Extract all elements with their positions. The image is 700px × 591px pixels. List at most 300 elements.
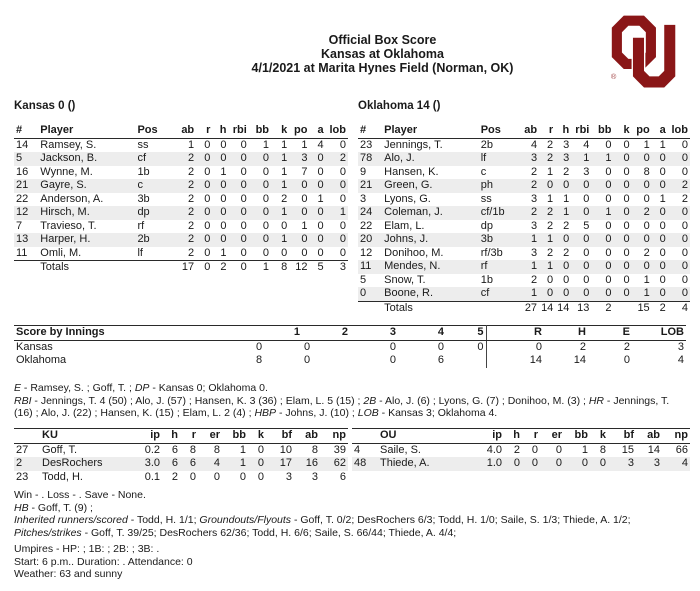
batting-cell: Omli, M. [40, 246, 82, 259]
batting-cell: 0 [659, 152, 666, 164]
batting-cell: 0 [643, 179, 650, 191]
innings-team-row [14, 354, 686, 368]
batting-cell: 0 [317, 206, 324, 218]
batting-total-cell: 2 [591, 301, 613, 315]
batting-cell: 0 [339, 192, 346, 205]
batting-cell: 5 [583, 219, 590, 232]
batting-cell: 0 [623, 273, 630, 286]
oklahoma-batting-table [358, 124, 690, 315]
batting-total-cell: 1 [249, 261, 271, 275]
batting-cell: 0 [563, 260, 570, 272]
inning-score: 0 [304, 354, 311, 366]
batting-cell: 0 [583, 287, 590, 299]
batting-cell: Ramsey, S. [40, 138, 97, 151]
pitching-cell: 62 [333, 457, 346, 469]
pitching-col-header: h [162, 429, 180, 444]
batting-totals-row [14, 261, 348, 275]
batting-col-header: lob [326, 124, 348, 138]
batting-cell: 0 [623, 179, 630, 191]
batting-cell: 1 [530, 233, 538, 245]
batting-cell: 2 [563, 219, 570, 232]
batting-cell: Hansen, K. [384, 165, 439, 178]
pitching-cell: DesRochers [42, 457, 103, 469]
stat-text: Win - . Loss - . Save - None. [14, 489, 146, 501]
batting-cell: 3b [480, 233, 493, 245]
pitching-cell: 0 [599, 457, 606, 469]
batting-cell: 21 [360, 179, 373, 191]
innings-team-row [14, 340, 686, 354]
batting-total-cell: 5 [309, 261, 325, 275]
summary-value: 2 [623, 340, 630, 353]
start-line: Start: 6 p.m.. Duration: . Attendance: 0 [14, 555, 193, 568]
batting-cell: Lyons, G. [384, 192, 431, 205]
batting-total-cell: 17 [174, 261, 196, 275]
batting-cell: 0 [623, 233, 630, 245]
batting-row [358, 287, 690, 301]
batting-cell: 1 [659, 138, 666, 151]
batting-row [358, 179, 690, 193]
batting-cell: 0 [204, 138, 211, 151]
batting-cell: 2 [188, 233, 195, 245]
inning-score: 0 [304, 340, 311, 353]
batting-col-header: r [196, 124, 212, 138]
batting-cell: 0 [583, 206, 590, 218]
batting-cell: 0 [220, 206, 227, 218]
batting-cell: 0 [605, 192, 612, 205]
stat-text: - Alo, J. (6) ; Lyons, G. (7) ; Donihoo, M. (3) ; [376, 394, 589, 407]
batting-cell: Snow, T. [384, 273, 426, 286]
batting-cell: 1 [643, 287, 650, 299]
batting-cell: 0 [583, 179, 590, 191]
batting-cell: 0 [623, 287, 630, 299]
batting-cell: 0 [583, 192, 590, 205]
batting-cell: 1 [281, 233, 288, 245]
batting-col-header: rbi [229, 124, 249, 138]
batting-cell: 2 [281, 192, 288, 205]
batting-cell: 0 [339, 233, 346, 245]
batting-cell: 3 [301, 152, 308, 164]
batting-cell: lf [480, 152, 487, 164]
stat-text: - Goff, T. 0/2; DesRochers 6/3; Todd, H. 1/0; Saile, S. 1/3; Thiede, A. 1/2; [291, 514, 631, 527]
batting-cell: 0 [220, 219, 227, 232]
summary-col-header: LOB [632, 326, 686, 341]
pitching-cell: 0.1 [144, 470, 160, 483]
batting-total-cell [613, 301, 631, 315]
batting-cell: Alo, J. [384, 152, 415, 164]
batting-cell: 0 [605, 246, 612, 259]
batting-cell: 16 [16, 165, 29, 178]
batting-cell: 0 [659, 260, 666, 272]
note-line [14, 382, 690, 395]
batting-col-header: ab [174, 124, 196, 138]
batting-cell: 0 [643, 219, 650, 232]
batting-cell: 0 [204, 192, 211, 205]
batting-cell: 1 [547, 192, 554, 205]
pitching-col-header [14, 429, 40, 444]
batting-cell: dp [137, 206, 150, 218]
batting-cell: 2 [339, 152, 346, 164]
pitching-cell: 23 [16, 470, 29, 483]
pitching-col-header: k [248, 429, 266, 444]
pitching-cell: 3 [627, 457, 634, 469]
batting-cell: 78 [360, 152, 373, 164]
kansas-batting-table [14, 124, 348, 275]
inning-score: 0 [389, 340, 396, 353]
weather-line: Weather: 63 and sunny [14, 568, 123, 581]
inning-score: 0 [256, 340, 263, 353]
pitching-cell: 6 [171, 457, 178, 469]
stat-label: Inherited runners/scored [14, 514, 128, 527]
batting-total-cell: 14 [541, 301, 554, 314]
pitching-cell: 8 [213, 443, 220, 456]
summary-col-header: H [544, 326, 588, 341]
batting-cell: 3 [530, 152, 538, 164]
batting-totals-row [358, 301, 690, 315]
batting-row [358, 152, 690, 166]
game-notes [14, 382, 690, 420]
batting-row [358, 274, 690, 288]
inning-number-header: 3 [350, 326, 398, 341]
batting-cell: 0 [317, 179, 324, 191]
summary-value: 0 [623, 354, 630, 366]
ou-monogram-icon [598, 12, 690, 104]
batting-cell: ss [137, 138, 149, 151]
score-by-innings-section [14, 325, 686, 368]
batting-cell: 12 [16, 206, 29, 218]
pitching-cell: 3 [311, 470, 318, 483]
batting-cell: 4 [317, 138, 324, 151]
batting-row [14, 152, 348, 166]
batting-cell: 2 [643, 206, 650, 218]
batting-cell: 2 [188, 165, 195, 178]
batting-cell: 0 [220, 138, 227, 151]
batting-cell: 1 [530, 260, 538, 272]
batting-cell: 0 [240, 233, 247, 245]
matchup-title: Kansas at Oklahoma [321, 47, 444, 61]
stat-text: - Goff, T. (9) ; [28, 501, 93, 514]
pitching-cell: 6 [171, 443, 178, 456]
batting-cell: 0 [623, 192, 630, 205]
pitching-cell: 0 [189, 470, 196, 483]
oklahoma-pitching-table [352, 428, 690, 471]
batting-cell: 22 [16, 192, 29, 205]
pitching-cell: Todd, H. [42, 470, 83, 483]
pitching-col-header: np [320, 429, 348, 444]
batting-col-header: bb [591, 124, 613, 138]
batting-cell: 0 [317, 246, 324, 259]
pitching-row [14, 471, 348, 485]
batting-cell: 0 [659, 165, 666, 178]
kansas-batting-title: Kansas 0 () [14, 100, 76, 112]
batting-col-header: # [14, 124, 38, 138]
batting-cell: 0 [220, 179, 227, 191]
pitching-row [352, 457, 690, 471]
stat-label: 2B [363, 394, 377, 407]
batting-cell: 1 [547, 165, 554, 178]
batting-cell: 0 [643, 260, 650, 272]
batting-cell: 0 [681, 246, 688, 259]
oklahoma-batting-title: Oklahoma 14 () [358, 100, 441, 112]
pitching-cell: 4.0 [486, 443, 502, 456]
pitching-header-row [14, 429, 348, 444]
batting-cell: 2 [563, 165, 570, 178]
batting-cell: 1 [220, 165, 227, 178]
batting-cell: 5 [360, 273, 367, 286]
batting-cell: 0 [204, 206, 211, 218]
stat-label: HB [14, 501, 29, 514]
batting-row [358, 233, 690, 247]
pitching-col-header: r [522, 429, 540, 444]
batting-cell: 1 [643, 273, 650, 286]
batting-col-header: h [212, 124, 228, 138]
batting-cell: 3 [530, 246, 538, 259]
batting-cell: 2 [563, 246, 570, 259]
batting-cell: Johns, J. [384, 233, 429, 245]
batting-cell: Wynne, M. [40, 165, 93, 178]
batting-total-cell [14, 261, 38, 275]
pitching-cell: 0 [531, 457, 538, 469]
batting-cell: 0 [623, 246, 630, 259]
batting-total-cell: 0 [229, 261, 249, 275]
batting-cell: 0 [681, 260, 688, 272]
batting-cell: 0 [262, 192, 270, 205]
batting-cell: c [480, 165, 487, 178]
batting-cell: 0 [547, 179, 554, 191]
batting-cell: 0 [659, 246, 666, 259]
batting-cell: 4 [530, 138, 538, 151]
batting-cell: 2 [530, 165, 538, 178]
batting-cell: ph [480, 179, 493, 191]
batting-cell: 0 [262, 152, 270, 164]
batting-cell: 0 [547, 273, 554, 286]
pitching-cell: 4 [681, 457, 688, 469]
batting-cell: 1b [480, 273, 493, 286]
batting-cell: 0 [659, 233, 666, 245]
note-line [14, 527, 690, 540]
batting-cell: Harper, H. [40, 233, 91, 245]
batting-cell: 0 [681, 219, 688, 232]
batting-cell: 1 [301, 138, 308, 151]
stat-text: - Ramsey, S. ; Goff, T. ; [21, 382, 135, 394]
pitching-cell: Saile, S. [380, 443, 421, 456]
batting-total-cell: 15 [632, 301, 652, 315]
pitching-cell: 8 [189, 443, 196, 456]
batting-row [14, 166, 348, 180]
batting-col-header: Player [38, 124, 135, 138]
pitching-col-header [352, 429, 378, 444]
batting-cell: 1 [643, 138, 650, 151]
pitching-col-header: ab [636, 429, 662, 444]
pitching-col-header: ab [294, 429, 320, 444]
pitching-team-header: OU [378, 429, 474, 444]
batting-cell: 1 [220, 246, 227, 259]
kansas-batting-section [14, 100, 348, 275]
pitching-cell: 14 [647, 443, 660, 456]
batting-cell: 4 [583, 138, 590, 151]
batting-cell: 2 [547, 246, 554, 259]
inning-number-header: 5 [446, 326, 486, 341]
batting-row [358, 247, 690, 261]
batting-cell: 0 [605, 233, 612, 245]
batting-cell: 1 [281, 206, 288, 218]
pitching-team-header: KU [40, 429, 132, 444]
batting-cell: 2 [188, 219, 195, 232]
pitching-cell: 4 [213, 457, 220, 469]
batting-cell: 3b [137, 192, 150, 205]
batting-row [358, 220, 690, 234]
batting-cell: 1 [281, 138, 288, 151]
batting-cell: 0 [301, 233, 308, 245]
batting-col-header: # [358, 124, 382, 138]
batting-cell: 0 [643, 233, 650, 245]
batting-cell: dp [480, 219, 493, 232]
batting-cell: 0 [583, 260, 590, 272]
batting-cell: 0 [605, 165, 612, 178]
pitching-col-header: ip [132, 429, 162, 444]
batting-cell: 0 [281, 219, 288, 232]
batting-cell: rf/3b [480, 246, 503, 259]
pitching-col-header: bf [608, 429, 636, 444]
batting-cell: 1 [281, 165, 288, 178]
batting-cell: 0 [301, 179, 308, 191]
batting-cell: 2 [681, 179, 688, 191]
batting-cell: 1 [605, 152, 612, 164]
batting-cell: 12 [360, 246, 373, 259]
pitching-cell: 27 [16, 443, 29, 456]
pitching-cell: 1 [581, 443, 588, 456]
batting-cell: 0 [240, 152, 247, 164]
batting-cell: 20 [360, 233, 373, 245]
stat-label: Groundouts/Flyouts [199, 514, 292, 527]
batting-cell: 0 [605, 219, 612, 232]
batting-total-cell [479, 301, 517, 315]
batting-cell: 0 [317, 233, 324, 245]
inning-score: 0 [389, 354, 396, 366]
batting-cell: 14 [16, 138, 29, 151]
batting-col-header: Pos [479, 124, 517, 138]
batting-cell: 0 [301, 246, 308, 259]
pitching-col-header: ip [474, 429, 504, 444]
batting-col-header: bb [249, 124, 271, 138]
page-title: Official Box Score [328, 33, 437, 47]
batting-cell: 0 [681, 152, 688, 164]
pitching-cell: 39 [333, 443, 346, 456]
pitching-cell: 0 [555, 443, 562, 456]
batting-cell: 1 [281, 152, 288, 164]
batting-cell: 21 [16, 179, 29, 191]
kansas-pitching-table [14, 428, 348, 484]
batting-cell: 9 [360, 165, 367, 178]
batting-cell: 1 [547, 260, 554, 272]
pitching-cell: 0 [513, 457, 520, 469]
batting-cell: 0 [563, 233, 570, 245]
batting-cell: 0 [681, 138, 688, 151]
summary-col-header: E [588, 326, 632, 341]
batting-cell: 0 [339, 165, 346, 178]
batting-cell: 0 [583, 273, 590, 286]
batting-cell: 2 [530, 179, 538, 191]
batting-cell: 0 [643, 192, 650, 205]
batting-col-header: po [289, 124, 309, 138]
batting-row [14, 179, 348, 193]
pitching-cell: 2 [16, 457, 23, 469]
batting-cell: Jennings, T. [384, 138, 443, 151]
pitching-notes [14, 489, 690, 539]
pitching-cell: 0 [555, 457, 562, 469]
batting-col-header: Player [382, 124, 479, 138]
oklahoma-pitching-section [352, 428, 690, 471]
batting-row [14, 193, 348, 207]
pitching-cell: 15 [621, 443, 634, 456]
batting-cell: 0 [204, 179, 211, 191]
stat-label: RBI [14, 394, 32, 407]
batting-cell: Jackson, B. [40, 152, 98, 164]
summary-col-header: R [486, 326, 544, 341]
stat-label: E [14, 382, 22, 394]
batting-cell: 0 [262, 179, 270, 191]
batting-col-header: rbi [571, 124, 591, 138]
batting-cell: 0 [563, 287, 570, 299]
batting-cell: 7 [301, 165, 308, 178]
batting-total-cell: 4 [668, 301, 690, 315]
batting-col-header: h [555, 124, 571, 138]
venue-line: 4/1/2021 at Marita Hynes Field (Norman, OK) [251, 61, 514, 75]
batting-cell: Donihoo, M. [384, 246, 444, 259]
batting-cell: 2 [188, 192, 195, 205]
batting-cell: 2 [547, 138, 554, 151]
pitching-row [14, 457, 348, 471]
batting-cell: Hirsch, M. [40, 206, 90, 218]
batting-cell: 0 [623, 152, 630, 164]
pitching-col-header: h [504, 429, 522, 444]
batting-cell: 2 [188, 246, 195, 259]
note-line [14, 514, 690, 527]
batting-cell: Green, G. [384, 179, 433, 191]
inning-score: 8 [256, 354, 263, 366]
batting-cell: 0 [681, 233, 688, 245]
pitching-col-header: k [590, 429, 608, 444]
batting-cell: 0 [605, 260, 612, 272]
batting-cell: 1b [137, 165, 150, 178]
batting-row [14, 138, 348, 152]
batting-cell: 0 [281, 246, 288, 259]
pitching-cell: 17 [279, 457, 292, 469]
pitching-cell: 3 [285, 470, 292, 483]
batting-cell: 0 [659, 287, 666, 299]
batting-cell: 0 [204, 219, 211, 232]
pitching-cell: 0 [257, 457, 264, 469]
stat-label: HR [588, 394, 605, 407]
batting-cell: 0 [262, 219, 270, 232]
batting-cell: 0 [262, 206, 270, 218]
batting-cell: 0 [623, 260, 630, 272]
batting-cell: 0 [204, 246, 211, 259]
batting-cell: 0 [681, 165, 688, 178]
pitching-cell: 0 [257, 443, 264, 456]
batting-cell: 1 [583, 152, 590, 164]
batting-cell: 0 [605, 273, 612, 286]
batting-cell: 1 [659, 192, 666, 205]
batting-cell: 0 [317, 152, 324, 164]
batting-cell: 0 [339, 138, 346, 151]
batting-row [14, 206, 348, 220]
batting-cell: ss [480, 192, 492, 205]
batting-cell: 0 [605, 287, 612, 299]
inning-score: 0 [437, 340, 444, 353]
batting-cell: 11 [16, 246, 28, 259]
batting-row [358, 260, 690, 274]
batting-cell: 0 [240, 179, 247, 191]
